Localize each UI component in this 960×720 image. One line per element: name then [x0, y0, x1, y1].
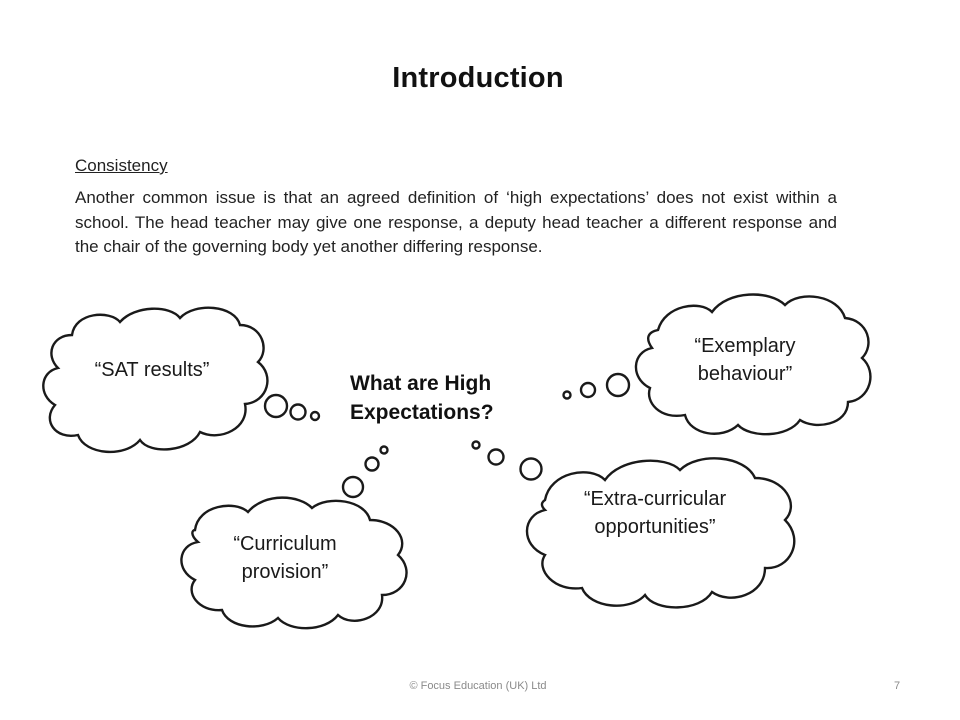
thought-bubble-exemplary-small	[564, 392, 571, 399]
section-heading: Consistency	[75, 156, 168, 175]
body-paragraph: Another common issue is that an agreed definition of ‘high expectations’ does not exist within a school. The head teacher may give one response, a deputy head teacher a different response and the chair of the governing body yet another differing response.	[75, 188, 837, 256]
thought-bubble-curriculum-large	[343, 477, 363, 497]
cloud-text-curriculum-provision: “Curriculum provision”	[233, 533, 337, 583]
thought-bubble-exemplary-large	[607, 374, 629, 396]
cloud-text-sat-results: “SAT results”	[94, 359, 210, 381]
central-question: What are High Expectations?	[350, 372, 494, 424]
thought-bubble-curriculum-small	[381, 447, 388, 454]
cloud-text-extra-curricular: “Extra-curricular opportunities”	[583, 488, 727, 538]
thought-bubble-exemplary-medium	[581, 383, 595, 397]
page-number: 7	[894, 680, 901, 692]
thought-bubble-sat-large	[265, 395, 287, 417]
slide-title: Introduction	[392, 62, 564, 94]
thought-bubble-sat-medium	[291, 405, 306, 420]
thought-bubble-extra-medium	[489, 450, 504, 465]
thought-bubble-curriculum-medium	[366, 458, 379, 471]
footer-copyright: © Focus Education (UK) Ltd	[409, 680, 547, 692]
thought-bubble-sat-small	[311, 412, 319, 420]
thought-bubble-extra-large	[521, 459, 542, 480]
thought-bubble-extra-small	[473, 442, 480, 449]
cloud-text-exemplary-behaviour: “Exemplary behaviour”	[694, 335, 796, 385]
